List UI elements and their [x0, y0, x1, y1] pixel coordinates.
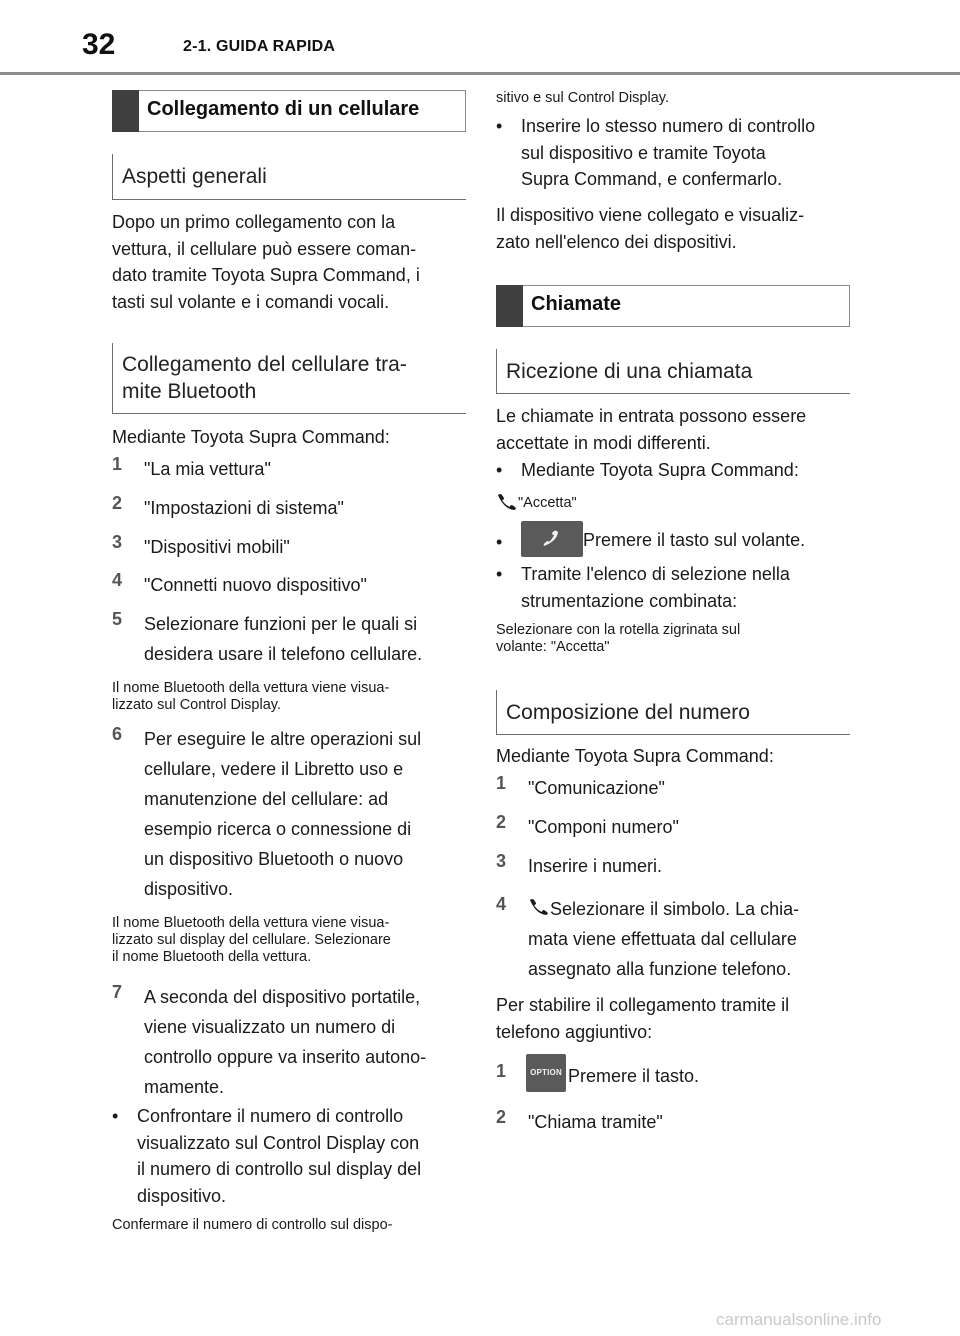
step-text: Premere il tasto.	[568, 1066, 700, 1086]
bullet-symbol: •	[496, 532, 503, 552]
step-number: 7	[112, 982, 123, 1002]
step-text: "Connetti nuovo dispositivo"	[144, 575, 367, 595]
text-line: mite Bluetooth	[122, 380, 257, 403]
bullet-text: Premere il tasto sul volante.	[583, 530, 806, 550]
accept-label: "Accetta"	[518, 495, 577, 511]
text-line: Per eseguire le altre operazioni sul	[144, 729, 422, 749]
step-text: Inserire i numeri.	[528, 856, 663, 876]
text-line: A seconda del dispositivo portatile,	[144, 987, 421, 1007]
note-text	[112, 680, 466, 714]
text-line: sul dispositivo e tramite Toyota	[521, 142, 766, 163]
text-line: volante: "Accetta"	[496, 639, 610, 655]
text-line: cellulare, vedere il Libretto uso e	[144, 759, 404, 779]
step-text: "Impostazioni di sistema"	[144, 498, 344, 518]
watermark: carmanualsonline.info	[716, 1310, 882, 1329]
step-number: 3	[496, 851, 507, 871]
note-text	[496, 622, 850, 656]
text-line: assegnato alla funzione telefono.	[528, 959, 792, 979]
steps-intro: Mediante Toyota Supra Command:	[496, 746, 774, 766]
step-number: 6	[112, 724, 123, 744]
text-line: vettura, il cellulare può essere coman-	[112, 238, 417, 259]
bullet-text: Mediante Toyota Supra Command:	[521, 460, 799, 480]
text-line: Il nome Bluetooth della vettura viene visua-	[112, 680, 390, 696]
section-heading-cellphone	[112, 90, 466, 132]
step-text	[144, 609, 422, 669]
section-title: Collegamento di un cellulare	[147, 98, 420, 120]
note-text: sitivo e sul Control Display.	[496, 90, 669, 106]
bullet-item	[496, 561, 850, 615]
step-text: "La mia vettura"	[144, 459, 271, 479]
bullet-item	[496, 457, 850, 484]
text-line: desidera usare il telefono cellulare.	[144, 644, 423, 664]
step-number: 1	[496, 1061, 507, 1081]
text-line: lizzato sul display del cellulare. Selezionare	[112, 932, 391, 948]
step-text: "Dispositivi mobili"	[144, 537, 290, 557]
bullet-text	[521, 561, 790, 614]
text-line: telefono aggiuntivo:	[496, 1021, 653, 1042]
step-number: 4	[496, 894, 507, 914]
text-line: Il dispositivo viene collegato e visualiz-	[496, 205, 805, 225]
text-line: Selezionare funzioni per le quali si	[144, 614, 418, 634]
step-number: 5	[112, 609, 123, 629]
text-line: dispositivo.	[144, 879, 234, 899]
text-line: controllo oppure va inserito autono-	[144, 1047, 427, 1067]
step-item	[112, 609, 466, 671]
accept-row	[496, 493, 850, 515]
text-line: mamente.	[144, 1077, 225, 1097]
bullet-item	[496, 527, 850, 563]
bullet-item	[112, 1103, 466, 1211]
text-line: il nome Bluetooth della vettura.	[112, 949, 312, 965]
text-line: tasti sul volante e i comandi vocali.	[112, 291, 390, 312]
step-text	[528, 894, 799, 984]
step-number: 2	[496, 1107, 507, 1127]
bullet-symbol: •	[496, 460, 503, 480]
text-line: dispositivo.	[137, 1185, 227, 1206]
bullet-item	[496, 113, 850, 193]
header-rule	[0, 72, 960, 75]
step-item	[496, 1061, 850, 1101]
phone-icon	[541, 529, 563, 549]
text-line: strumentazione combinata:	[521, 590, 738, 611]
subheading-bluetooth	[112, 343, 466, 414]
step-number: 1	[112, 454, 123, 474]
text-line: Dopo un primo collegamento con la	[112, 212, 396, 232]
text-line: zato nell'elenco dei dispositivi.	[496, 231, 737, 252]
text-line: viene visualizzato un numero di	[144, 1017, 396, 1037]
step-text: "Chiama tramite"	[528, 1112, 663, 1132]
text-line: Inserire lo stesso numero di controllo	[521, 116, 816, 136]
steering-phone-button	[521, 521, 583, 557]
text-line: Per stabilire il collegamento tramite il	[496, 995, 790, 1015]
chapter-title: 2-1. GUIDA RAPIDA	[183, 38, 336, 55]
step-text	[144, 982, 426, 1102]
subheading-general: Aspetti generali	[112, 154, 466, 200]
step-item	[496, 894, 850, 986]
bullet-text	[137, 1103, 421, 1209]
step-text: "Comunicazione"	[528, 778, 665, 798]
text-line: Supra Command, e confermarlo.	[521, 169, 783, 189]
step-item	[112, 982, 466, 1104]
text-line: Il nome Bluetooth della vettura viene visua-	[112, 915, 390, 931]
page-header	[0, 0, 960, 78]
intro-paragraph	[112, 209, 466, 315]
section-heading-calls	[496, 285, 850, 327]
text-line: manutenzione del cellulare: ad	[144, 789, 389, 809]
text-line: dato tramite Toyota Supra Command, i	[112, 265, 420, 285]
page-number: 32	[82, 28, 116, 61]
step-text: "Componi numero"	[528, 817, 679, 837]
text-line: visualizzato sul Control Display con	[137, 1132, 420, 1153]
step-number: 2	[496, 812, 507, 832]
paragraph	[496, 403, 850, 456]
subheading-receive-call: Ricezione di una chiamata	[496, 349, 850, 394]
paragraph	[496, 992, 850, 1045]
step-number: 4	[112, 570, 123, 590]
bullet-symbol: •	[112, 1106, 119, 1126]
section-title: Chiamate	[531, 293, 622, 315]
section-bar	[496, 285, 523, 327]
text-line: mata viene effettuata dal cellulare	[528, 929, 797, 949]
option-button-icon: OPTION	[526, 1054, 566, 1092]
text-line: accettate in modi differenti.	[496, 432, 711, 453]
note-text	[112, 915, 466, 966]
paragraph	[496, 202, 850, 255]
step-number: 2	[112, 493, 123, 513]
text-line: Selezionare con la rotella zigrinata sul	[496, 622, 741, 638]
text-line: Le chiamate in entrata possono essere	[496, 406, 807, 426]
step-number: 1	[496, 773, 507, 793]
subheading-dial-number: Composizione del numero	[496, 690, 850, 735]
steps-intro: Mediante Toyota Supra Command:	[112, 427, 390, 447]
text-line: Selezionare il simbolo. La chia-	[550, 899, 800, 919]
step-number: 3	[112, 532, 123, 552]
bullet-symbol: •	[496, 564, 503, 584]
text-line: il numero di controllo sul display del	[137, 1159, 422, 1179]
bullet-text	[521, 113, 815, 193]
note-text: Confermare il numero di controllo sul dispo-	[112, 1217, 393, 1233]
bullet-symbol: •	[496, 116, 503, 136]
text-line: Collegamento del cellulare tra-	[122, 353, 407, 376]
text-line: un dispositivo Bluetooth o nuovo	[144, 849, 404, 869]
text-line: lizzato sul Control Display.	[112, 697, 281, 713]
step-text	[144, 724, 421, 904]
text-line: esempio ricerca o connessione di	[144, 819, 412, 839]
text-line: Confrontare il numero di controllo	[137, 1106, 404, 1126]
section-bar	[112, 90, 139, 132]
phone-handset-icon	[496, 493, 518, 511]
step-item	[112, 724, 466, 906]
text-line: Tramite l'elenco di selezione nella	[521, 564, 790, 584]
